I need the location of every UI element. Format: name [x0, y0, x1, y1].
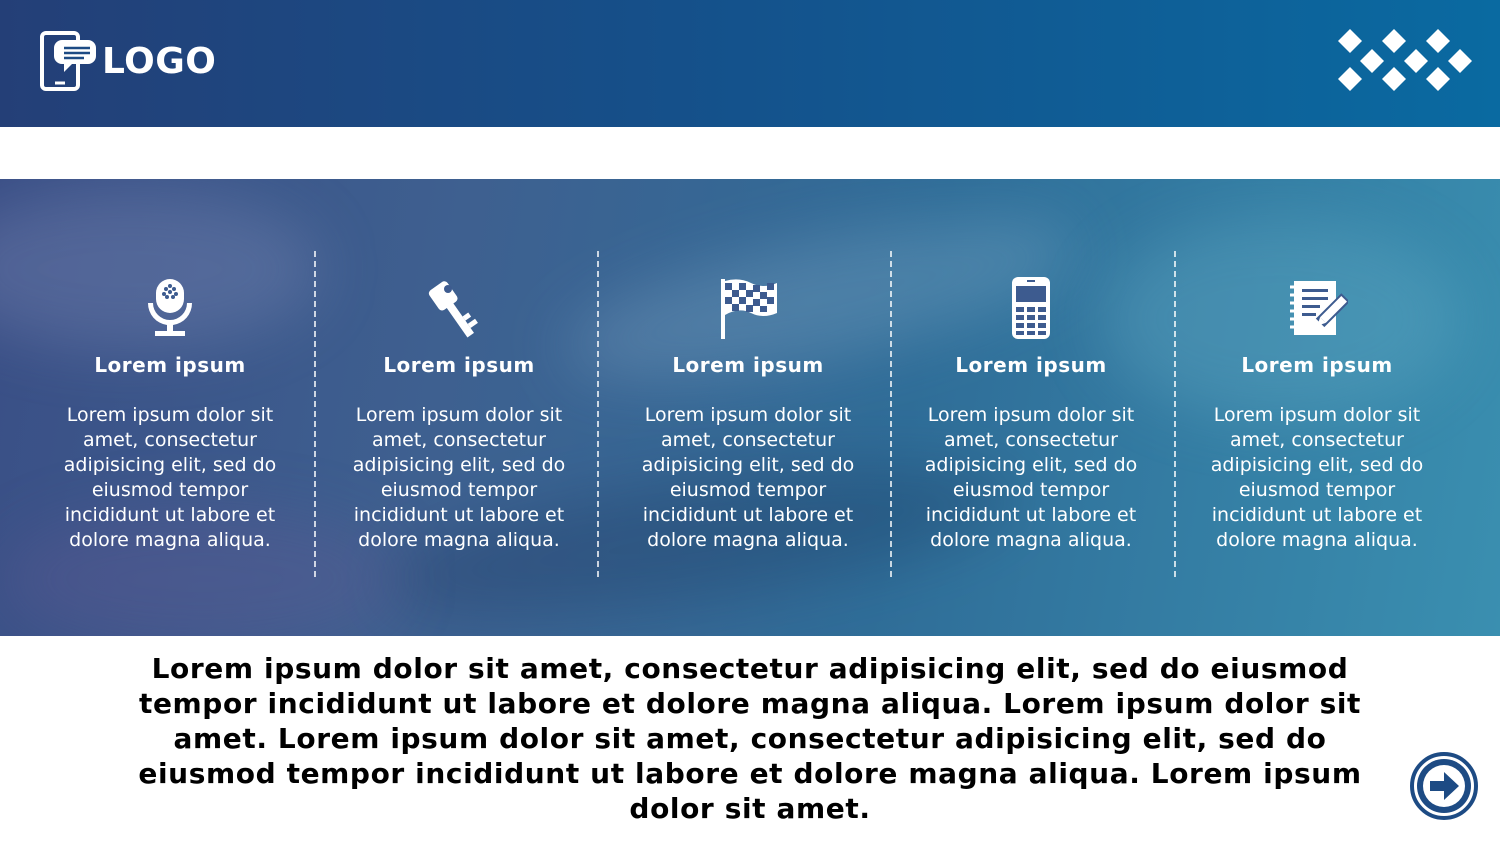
feature-card: [623, 277, 873, 553]
diamond-pattern-icon: [1336, 29, 1472, 91]
feature-text: Lorem ipsum dolor sit amet, consectetur adipisicing elit, sed do eiusmod tempor incididunt ut labore et dolore magna aliqua.: [63, 404, 277, 551]
feature-title: Lorem ipsum: [94, 353, 246, 377]
feature-text: Lorem ipsum dolor sit amet, consectetur adipisicing elit, sed do eiusmod tempor incididunt ut labore et dolore magna aliqua.: [1210, 404, 1424, 551]
column-divider: [1174, 251, 1176, 577]
notepad-pencil-icon: [1286, 277, 1348, 339]
logo[interactable]: [40, 30, 216, 92]
arrow-right-icon: [1414, 756, 1474, 816]
feature-title: Lorem ipsum: [672, 353, 824, 377]
feature-card: [1192, 277, 1442, 553]
next-button[interactable]: [1410, 752, 1478, 820]
feature-text: Lorem ipsum dolor sit amet, consectetur adipisicing elit, sed do eiusmod tempor incididunt ut labore et dolore magna aliqua.: [924, 404, 1138, 551]
column-divider: [314, 251, 316, 577]
checkered-flag-icon: [717, 277, 779, 339]
feature-card: [906, 277, 1156, 553]
microphone-icon: [139, 277, 201, 339]
feature-card: [45, 277, 295, 553]
header-bar: [0, 0, 1500, 127]
summary-paragraph: Lorem ipsum dolor sit amet, consectetur adipisicing elit, sed do eiusmod tempor incididunt ut labore et dolore magna aliqua. Lorem ipsum dolor sit amet. Lorem ipsum dolor sit amet, consectetur adipisicing elit, sed do eiusmod tempor incididunt ut labore et dolore magna aliqua. Lorem ipsum dolor sit amet.: [138, 652, 1362, 825]
column-divider: [597, 251, 599, 577]
feature-title: Lorem ipsum: [383, 353, 535, 377]
column-divider: [890, 251, 892, 577]
feature-title: Lorem ipsum: [955, 353, 1107, 377]
logo-text: LOGO: [102, 40, 217, 82]
tablet-chat-icon: [40, 30, 96, 92]
key-icon: [428, 277, 490, 339]
mobile-phone-icon: [1000, 277, 1062, 339]
feature-card: [334, 277, 584, 553]
feature-title: Lorem ipsum: [1241, 353, 1393, 377]
features-banner: [0, 179, 1500, 636]
feature-text: Lorem ipsum dolor sit amet, consectetur adipisicing elit, sed do eiusmod tempor incididunt ut labore et dolore magna aliqua.: [641, 404, 855, 551]
feature-text: Lorem ipsum dolor sit amet, consectetur adipisicing elit, sed do eiusmod tempor incididunt ut labore et dolore magna aliqua.: [352, 404, 566, 551]
